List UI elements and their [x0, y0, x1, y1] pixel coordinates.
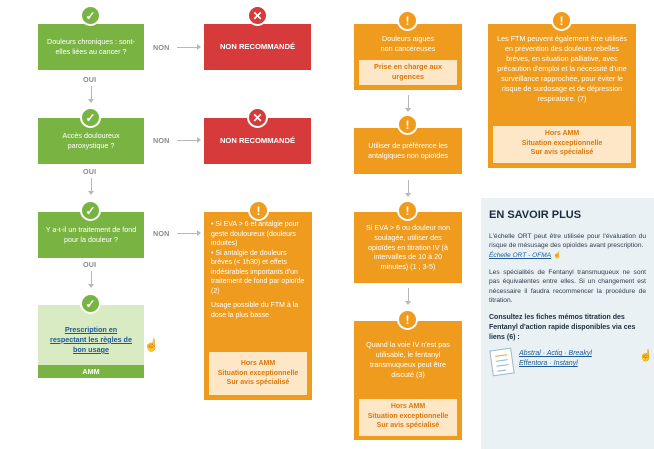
arrow-head — [405, 193, 411, 197]
arrow-line — [408, 95, 409, 109]
non-label-2: NON — [153, 136, 170, 145]
oui-label-2: OUI — [83, 167, 97, 176]
ftm-prevention-footer: Hors AMM Situation exceptionnelle Sur avis spécialisé — [493, 126, 631, 163]
arrow-head — [405, 108, 411, 112]
ftm-prevention-box — [488, 24, 636, 168]
transmucosal-box — [354, 321, 462, 440]
iv-titration-box — [354, 212, 462, 283]
exclamation-icon: ! — [248, 200, 269, 221]
iv-titration-text: Si EVA > 6 ou douleur non soulagée, utiliser des opioïdes en titration IV (à intervalles de 10 à 20 minutes) (1 ; 3-5) — [366, 222, 450, 272]
document-icon — [489, 348, 514, 377]
exclamation-icon: ! — [397, 114, 418, 135]
question-chronic-cancer-text: Douleurs chroniques : sont-elles liées au cancer ? — [47, 37, 135, 56]
non-opioid-text: Utiliser de préférence les antalgiques non opioïdes — [368, 141, 448, 160]
arrow-line — [408, 288, 409, 302]
not-recommended-text-1: NON RECOMMANDÉ — [219, 41, 296, 51]
exclamation-icon: ! — [397, 200, 418, 221]
arrow-head — [88, 191, 94, 195]
arrow-head — [197, 137, 201, 143]
check-icon: ✓ — [80, 293, 101, 314]
arrow-line — [91, 271, 92, 285]
fentanyl-paragraph: Les spécialités de Fentanyl transmuqueux ne sont pas équivalentes entre elles. Si un changement est nécessaire il faudra recommencer la procédure de titration. — [489, 268, 646, 305]
not-recommended-text-2: NON RECOMMANDÉ — [219, 135, 296, 145]
exceptional-use-usage: Usage possible du FTM à la dose la plus basse — [211, 302, 299, 319]
arrow-line — [177, 47, 198, 48]
ort-link[interactable]: Échelle ORT - OFMA — [489, 252, 552, 260]
question-chronic-cancer — [38, 24, 144, 70]
oui-label-3: OUI — [83, 260, 97, 269]
arrow-line — [91, 178, 92, 192]
non-label-1: NON — [153, 43, 170, 52]
acute-pain-box — [354, 24, 462, 90]
prescription-box — [38, 305, 144, 378]
arrow-head — [405, 301, 411, 305]
prescription-link[interactable]: Prescription en respectant les règles de bon usage — [50, 325, 132, 354]
transmucosal-text: Quand la voie IV n'est pas utilisable, le fentanyl transmuqueux peut être discuté (3) — [366, 340, 450, 379]
click-cursor-icon: ☝ — [144, 338, 159, 352]
question-paroxysmal-text: Accès douloureux paroxystique ? — [62, 131, 120, 150]
arrow-head — [88, 284, 94, 288]
exceptional-use-box — [204, 212, 312, 400]
question-background-treatment-text: Y a-t-il un traitement de fond pour la douleur ? — [45, 225, 137, 244]
arrow-head — [197, 230, 201, 236]
exclamation-icon: ! — [551, 10, 572, 31]
arrow-head — [88, 99, 94, 103]
emergency-badge: Prise en charge aux urgences — [359, 60, 457, 85]
click-cursor-icon: ☝ — [639, 350, 653, 363]
amm-badge: AMM — [38, 365, 144, 378]
fentanyl-links-line-2[interactable]: Effentora · Instanyl — [519, 360, 578, 368]
learn-more-panel — [481, 198, 654, 449]
acute-pain-text: Douleurs aigues non cancéreuses — [380, 34, 436, 53]
arrow-line — [177, 233, 198, 234]
exceptional-use-bullets: • Si EVA > 6 et antalgie pour geste douloureux (douleurs induites) • Si antalgie de douleurs brèves (< 1h30) et effets indésirables importants d'un traitement de fond par opioïde (2) — [211, 221, 305, 295]
exclamation-icon: ! — [397, 10, 418, 31]
not-recommended-box-1 — [204, 24, 311, 70]
ftm-prevention-text: Les FTM peuvent également être utilisés en prévention des douleurs rebelles brèves, en situation palliative, avec précaution d'emploi et la nécessité d'une surveillance rapprochée, pour éviter le risque de surdosage et de dépression respiratoire. (7) — [497, 34, 627, 103]
memo-links-row — [489, 349, 653, 379]
close-icon: ✕ — [247, 107, 268, 128]
exclamation-icon: ! — [397, 309, 418, 330]
fentanyl-links-line-1[interactable]: Abstral · Actiq · Breakyl — [519, 350, 592, 358]
ort-paragraph — [489, 232, 646, 261]
click-cursor-icon: ☝ — [553, 252, 562, 260]
ort-text: L'échelle ORT peut être utilisée pour l'évaluation du risque de mésusage des opioïdes avant prescription. — [489, 232, 646, 250]
learn-more-title: EN SAVOIR PLUS — [489, 209, 582, 221]
arrow-line — [408, 180, 409, 194]
arrow-line — [91, 86, 92, 100]
check-icon: ✓ — [80, 5, 101, 26]
close-icon: ✕ — [247, 5, 268, 26]
exceptional-use-footer: Hors AMM Situation exceptionnelle Sur avis spécialisé — [209, 352, 307, 395]
memo-heading: Consultez les fiches mémos titration des Fentanyl d'action rapide disponibles via ces liens (6) : — [489, 313, 636, 342]
transmucosal-footer: Hors AMM Situation exceptionnelle Sur avis spécialisé — [359, 399, 457, 436]
check-icon: ✓ — [80, 200, 101, 221]
arrow-head — [197, 44, 201, 50]
arrow-line — [177, 140, 198, 141]
non-label-3: NON — [153, 229, 170, 238]
check-icon: ✓ — [80, 107, 101, 128]
oui-label-1: OUI — [83, 75, 97, 84]
